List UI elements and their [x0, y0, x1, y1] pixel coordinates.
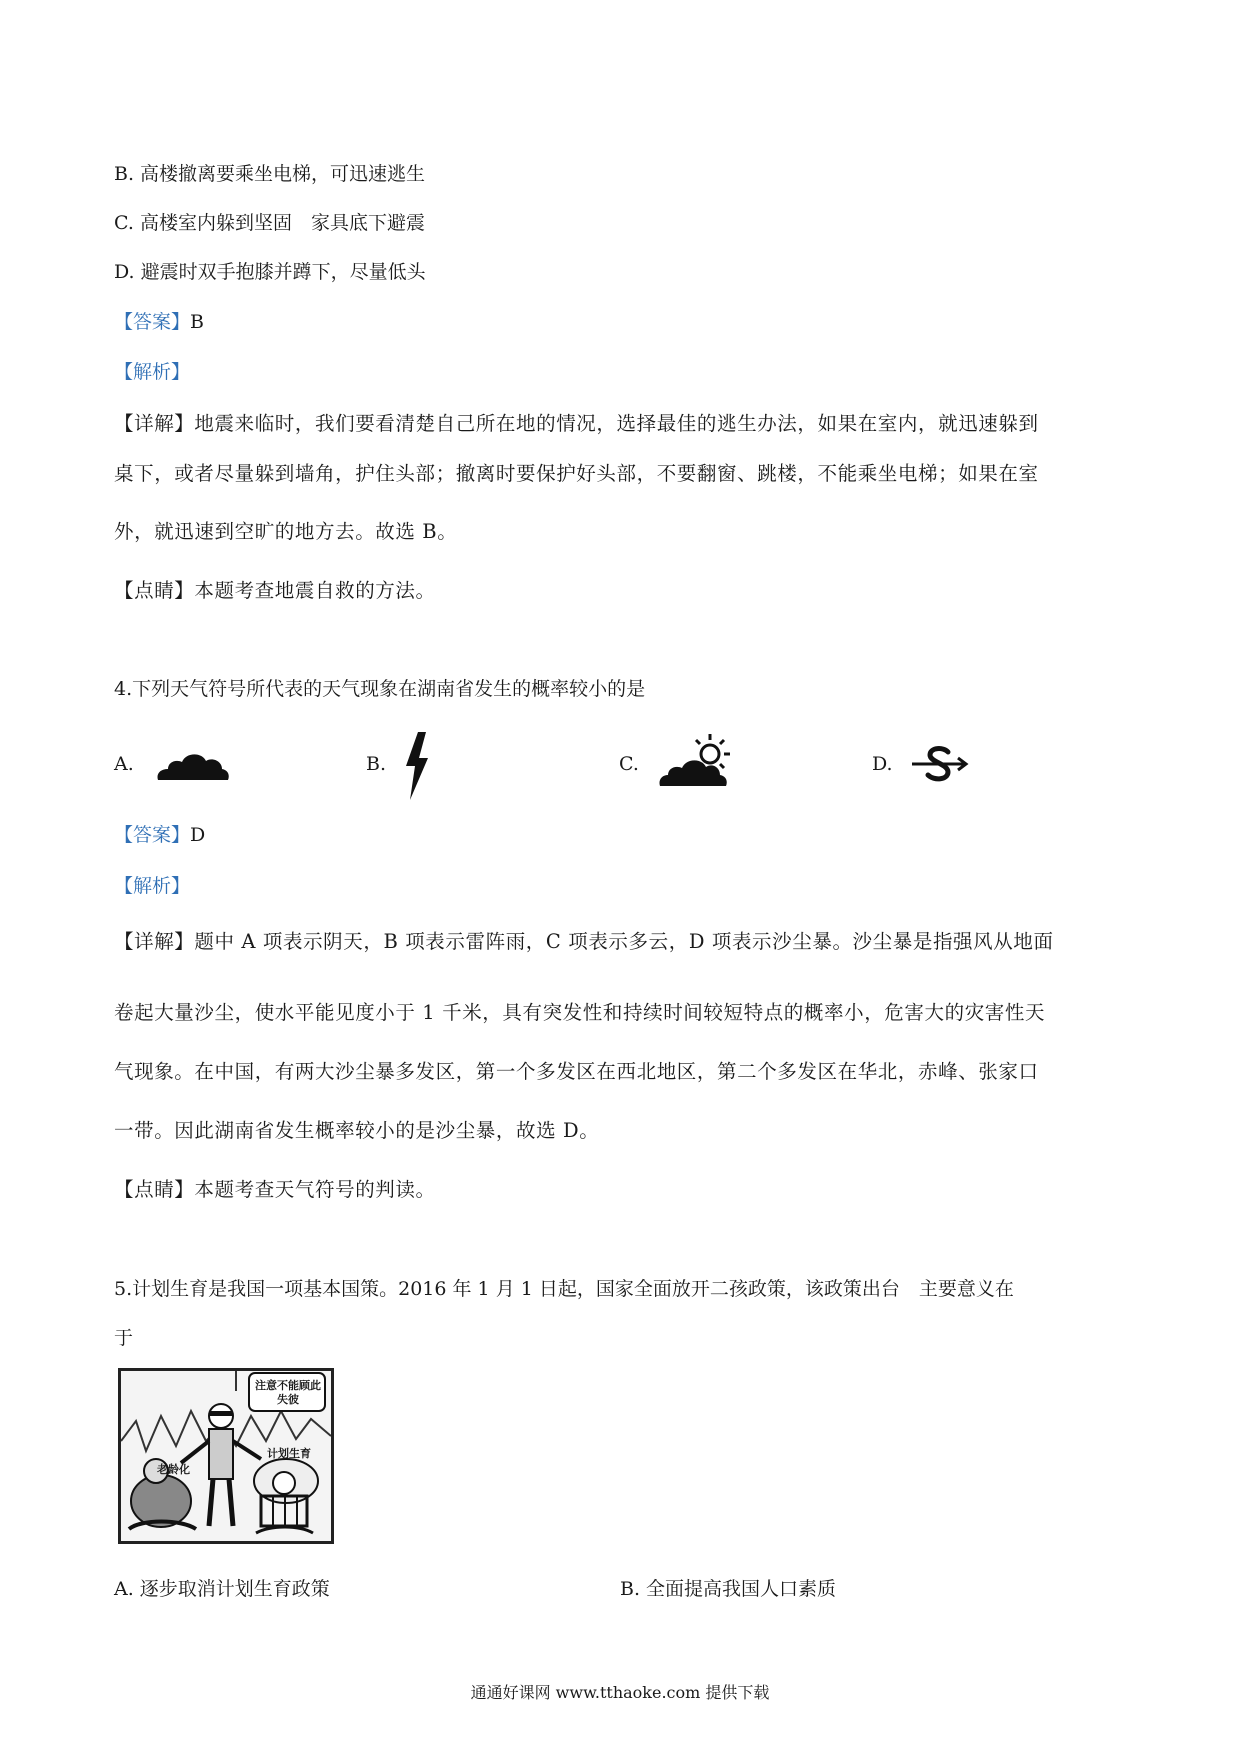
q5-stem-line-2: 于: [114, 1327, 134, 1349]
population-policy-cartoon: [118, 1368, 334, 1544]
q4-detail-line-2: 卷起大量沙尘，使水平能见度小于 1 千米，具有突发性和持续时间较短特点的概率小，危害大的灾害性天: [114, 1001, 1046, 1024]
sandstorm-icon: [910, 744, 970, 784]
q5-stem-line-1: 5.计划生育是我国一项基本国策。2016 年 1 月 1 日起，国家全面放开二孩政策，该政策出台 主要意义在: [114, 1278, 1014, 1300]
answer-tag: 【答案】: [114, 311, 191, 333]
q4-stem: 4.下列天气符号所代表的天气现象在湖南省发生的概率较小的是: [114, 678, 646, 700]
q4-comment: 【点睛】本题考查天气符号的判读。: [114, 1178, 436, 1201]
q4-option-c-label: C.: [619, 753, 639, 775]
q3-detail-line-3: 外，就迅速到空旷的地方去。故选 B。: [114, 520, 458, 543]
answer-value: D: [190, 824, 206, 846]
cartoon-right-label: 计划生育: [267, 1447, 311, 1460]
q5-option-a: A. 逐步取消计划生育政策: [114, 1578, 330, 1600]
q3-detail-line-1: 【详解】地震来临时，我们要看清楚自己所在地的情况，选择最佳的逃生办法，如果在室内，就迅速躲到: [114, 412, 1039, 435]
q3-option-d: D. 避震时双手抱膝并蹲下，尽量低头: [114, 261, 426, 283]
q4-answer: [114, 823, 205, 847]
overcast-icon: [154, 744, 232, 784]
cartoon-left-label: 老龄化: [157, 1463, 190, 1476]
q4-detail-line-1: 【详解】题中 A 项表示阴天，B 项表示雷阵雨，C 项表示多云，D 项表示沙尘暴。沙尘暴是指强风从地面: [114, 930, 1054, 953]
q4-option-b-label: B.: [366, 753, 387, 775]
answer-value: B: [190, 311, 204, 333]
q3-detail-line-2: 桌下，或者尽量躲到墙角，护住头部；撤离时要保护好头部，不要翻窗、跳楼，不能乘坐电梯；如果在室: [114, 462, 1039, 485]
q3-comment: 【点睛】本题考查地震自救的方法。: [114, 579, 436, 602]
q5-option-b: B. 全面提高我国人口素质: [620, 1578, 837, 1600]
q3-option-c: C. 高楼室内躲到坚固 家具底下避震: [114, 212, 425, 234]
cartoon-speech-bubble: 注意不能顾此失彼: [255, 1379, 321, 1406]
q3-answer: [114, 310, 204, 334]
q4-detail-line-4: 一带。因此湖南省发生概率较小的是沙尘暴，故选 D。: [114, 1119, 600, 1142]
q4-option-d-label: D.: [872, 753, 893, 775]
answer-tag: 【答案】: [114, 824, 191, 846]
q4-option-a-label: A.: [114, 753, 134, 775]
thunderstorm-icon: [400, 730, 434, 802]
q4-analysis-tag: 【解析】: [114, 875, 191, 897]
partly-cloudy-icon: [658, 730, 738, 790]
q3-analysis-tag: 【解析】: [114, 361, 191, 383]
q3-option-b: B. 高楼撤离要乘坐电梯，可迅速逃生: [114, 163, 426, 185]
q4-detail-line-3: 气现象。在中国，有两大沙尘暴多发区，第一个多发区在西北地区，第二个多发区在华北，赤峰、张家口: [114, 1060, 1039, 1083]
page-footer: 通通好课网 www.tthaoke.com 提供下载: [470, 1683, 770, 1702]
